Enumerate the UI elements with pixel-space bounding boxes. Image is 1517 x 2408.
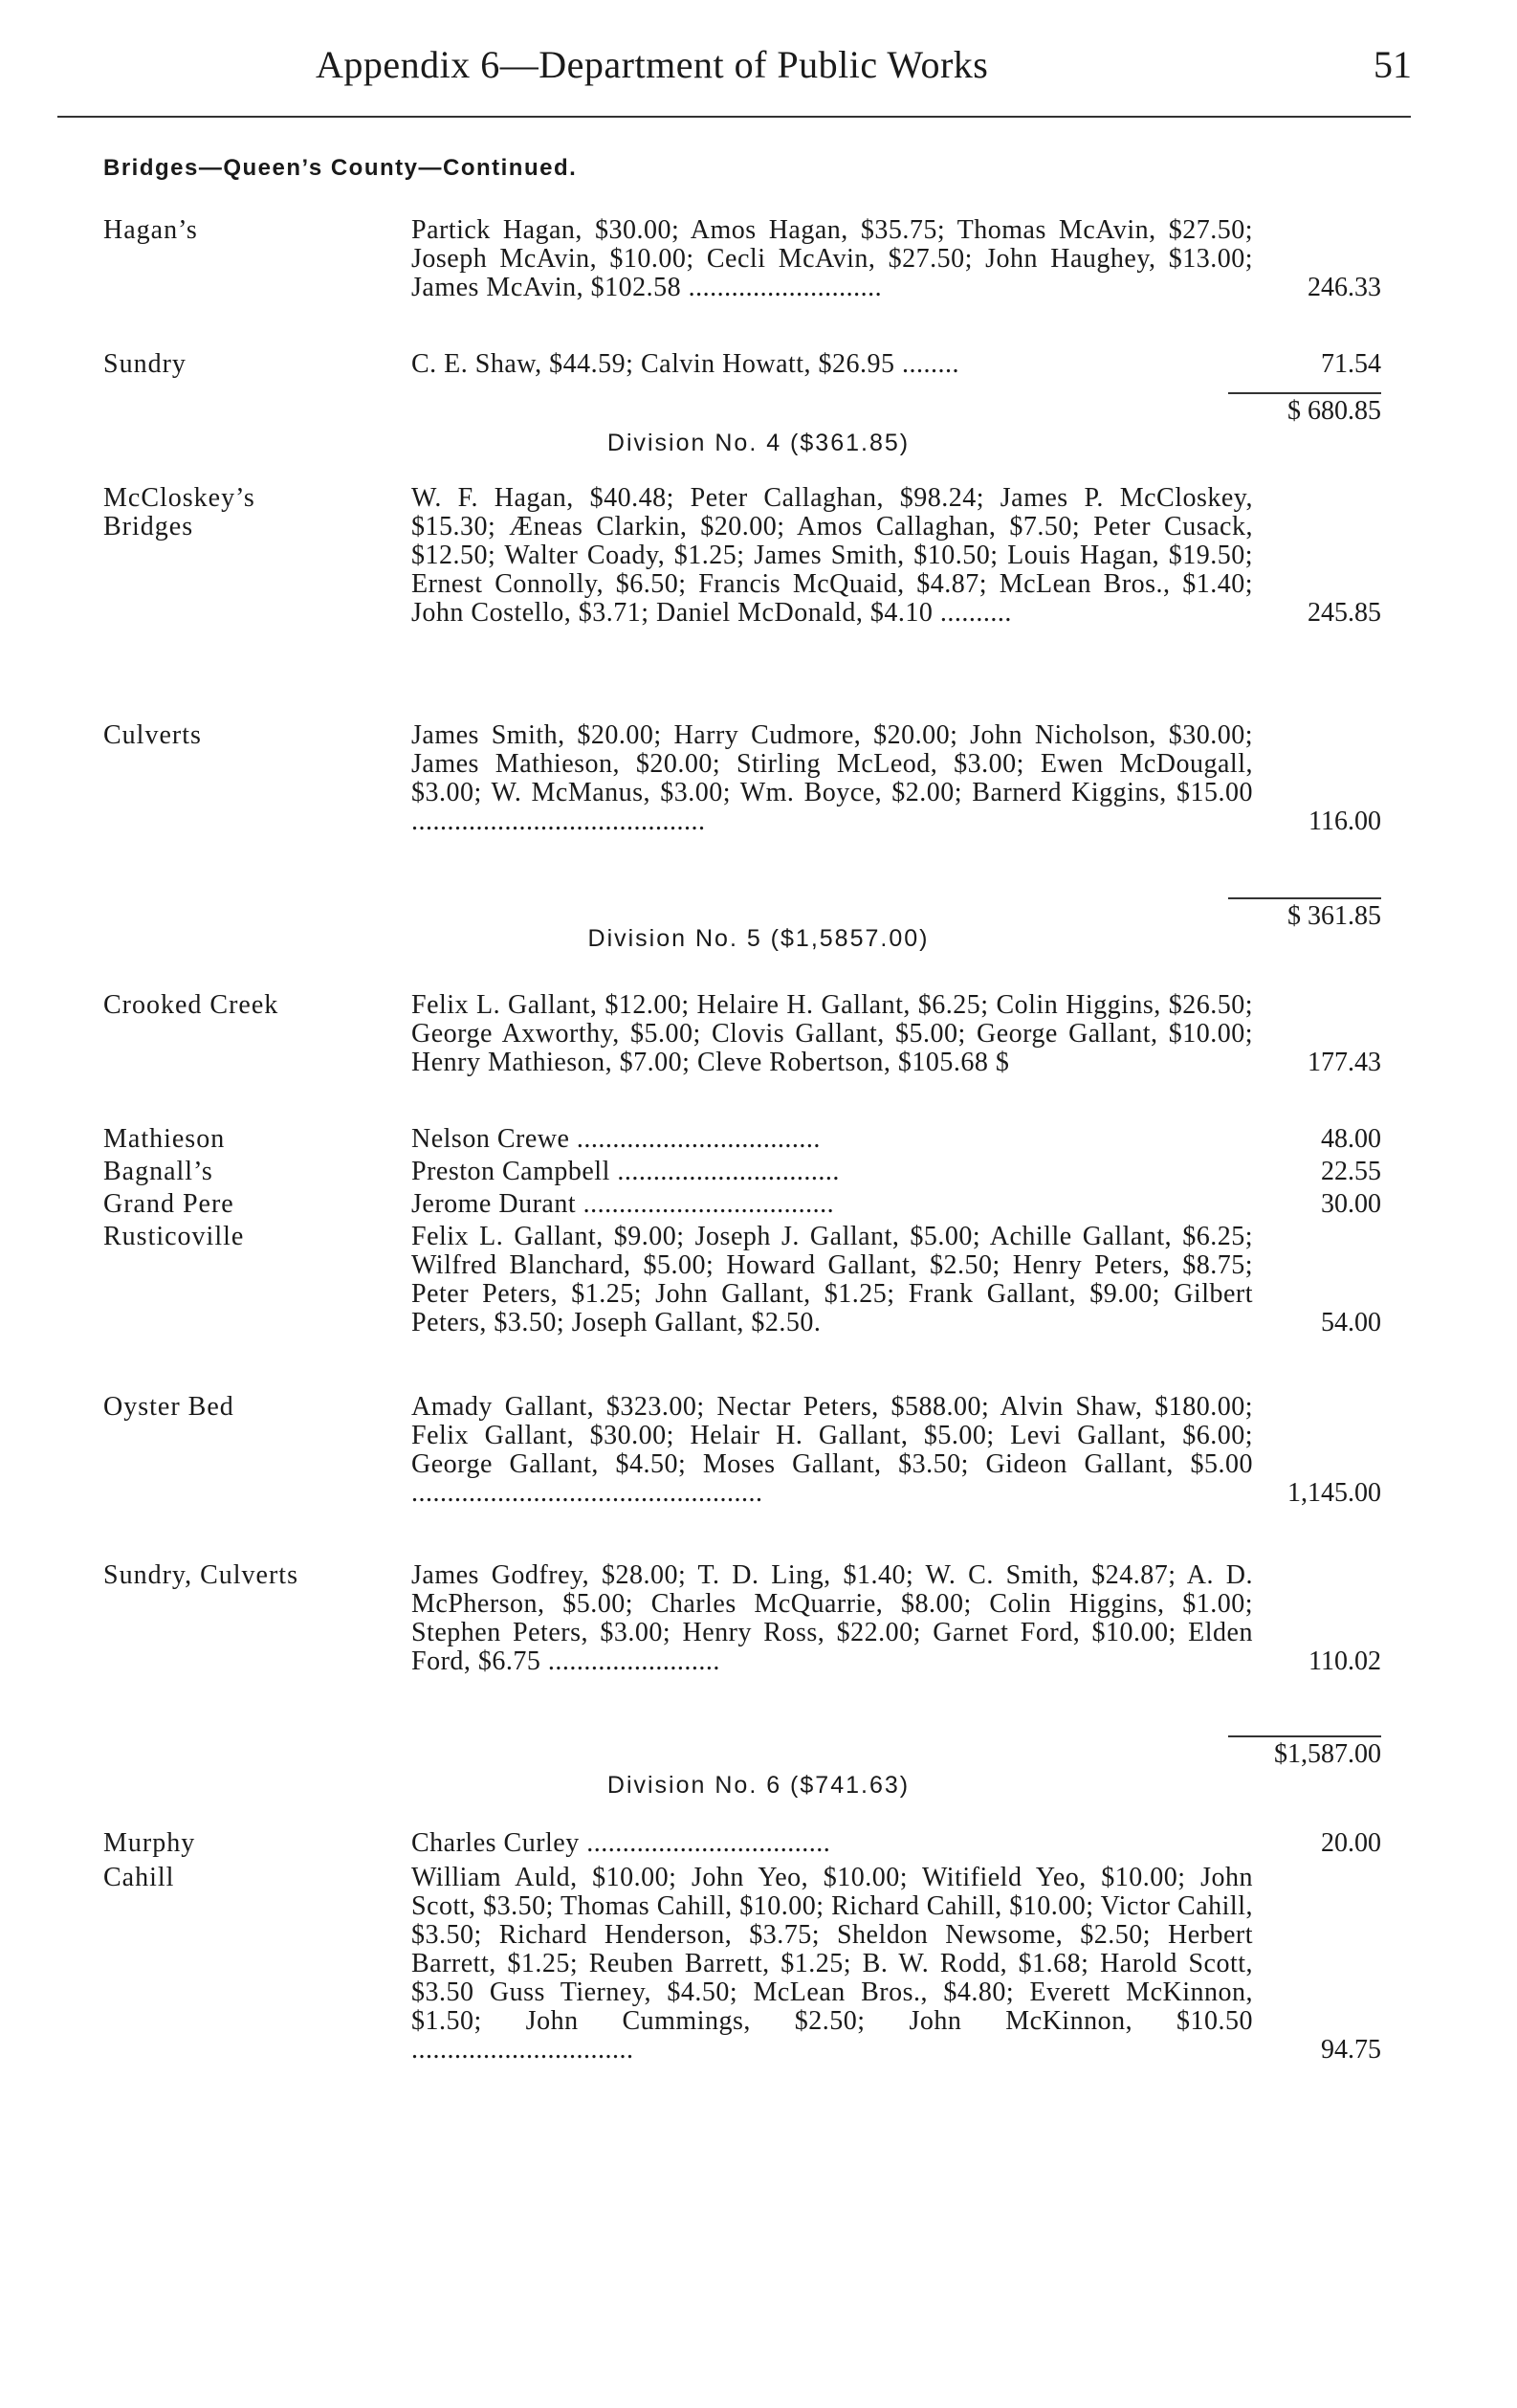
subtotal-div3: $ 680.85 [1228,392,1381,427]
division-4-heading: Division No. 4 ($361.85) [606,430,911,456]
entry-text: Preston Campbell ............................... [411,1157,840,1186]
entry-text: James Smith, $20.00; Harry Cudmore, $20.00; John Nicholson, $30.00; James Mathieson, $20.00; Stirling McLeod, $3.00; Ewen McDougall, $3.00; W. McManus, $3.00; Wm. Boyce, $2.00; Barnerd Kiggins, $15.00 ......................................... [411,720,1253,836]
entry-amount: 20.00 [1321,1828,1381,1858]
entry-label: Bagnall’s [103,1157,213,1186]
entry-crooked-creek [0,991,1517,1077]
entry-grand-pere [0,1190,1517,1219]
entry-amount: 1,145.00 [1287,1478,1381,1508]
entry-label: McCloskey’s Bridges [103,483,255,541]
entry-amount: 22.55 [1321,1157,1381,1186]
entry-text: Jerome Durant ................................... [411,1189,835,1219]
entry-sundry [0,350,1517,379]
entry-text: William Auld, $10.00; John Yeo, $10.00; Witifield Yeo, $10.00; John Scott, $3.50; Thomas Cahill, $10.00; Richard Cahill, $10.00; Victor Cahill, $3.50; Richard Henderson, $3.75; Sheldon Newsome, $2.50; Herbert Barrett, $1.25; Reuben Barrett, $1.25; B. W. Rodd, $1.68; Harold Scott, $3.50 Guss Tierney, $4.50; McLean Bros., $4.80; Everett McKinnon, $1.50; John Cummings, $2.50; John McKinnon, $10.50 ............................... [411,1863,1253,2065]
entry-text: Felix L. Gallant, $12.00; Helaire H. Gallant, $6.25; Colin Higgins, $26.50; George Axworthy, $5.00; Clovis Gallant, $5.00; George Gallant, $10.00; Henry Mathieson, $7.00; Cleve Robertson, $105.68 $ [411,990,1253,1077]
entry-label: Sundry, Culverts [103,1560,298,1590]
page-number: 51 [1374,43,1412,86]
entry-label: Culverts [103,720,202,750]
entry-sundry-culverts [0,1561,1517,1676]
subtotal-div5: $1,587.00 [1228,1735,1381,1770]
entry-rusticoville [0,1223,1517,1337]
section-title: Bridges—Queen’s County—Continued. [103,155,578,181]
entry-text: Nelson Crewe .................................. [411,1124,821,1154]
entry-amount: 177.43 [1308,1048,1381,1077]
entry-mathieson [0,1125,1517,1154]
entry-label: Mathieson [103,1124,226,1154]
running-header-title: Appendix 6—Department of Public Works [316,43,989,86]
entry-amount: 110.02 [1308,1646,1381,1676]
entry-amount: 94.75 [1321,2035,1381,2065]
division-6-heading: Division No. 6 ($741.63) [606,1772,911,1799]
entry-label: Oyster Bed [103,1392,234,1422]
entry-murphy [0,1829,1517,1858]
entry-amount: 71.54 [1321,349,1381,379]
entry-label: Cahill [103,1863,175,1892]
entry-amount: 116.00 [1308,806,1381,836]
header-rule [57,116,1411,118]
entry-label: Grand Pere [103,1189,234,1219]
entry-label: Hagan’s [103,215,198,245]
entry-text: Felix L. Gallant, $9.00; Joseph J. Gallant, $5.00; Achille Gallant, $6.25; Wilfred Blanchard, $5.00; Howard Gallant, $2.50; Henry Peters, $8.75; Peter Peters, $1.25; John Gallant, $1.25; Frank Gallant, $9.00; Gilbert Peters, $3.50; Joseph Gallant, $2.50. [411,1222,1253,1337]
entry-label: Rusticoville [103,1222,245,1251]
entry-culverts [0,721,1517,836]
entry-amount: 54.00 [1321,1308,1381,1337]
entry-label: Murphy [103,1828,196,1858]
entry-cahill [0,1864,1517,2065]
entry-amount: 246.33 [1308,273,1381,302]
entry-amount: 30.00 [1321,1189,1381,1219]
entry-bagnalls [0,1158,1517,1186]
entry-oyster-bed [0,1393,1517,1508]
entry-text: Partick Hagan, $30.00; Amos Hagan, $35.75; Thomas McAvin, $27.50; Joseph McAvin, $10.00; Cecli McAvin, $27.50; John Haughey, $13.00; James McAvin, $102.58 ........................... [411,215,1253,302]
entry-label: Sundry [103,349,187,379]
entry-hagans [0,216,1517,302]
entry-mccloskeys-bridges [0,484,1517,628]
entry-amount: 48.00 [1321,1124,1381,1154]
entry-text: James Godfrey, $28.00; T. D. Ling, $1.40; W. C. Smith, $24.87; A. D. McPherson, $5.00; Charles McQuarrie, $8.00; Colin Higgins, $1.00; Stephen Peters, $3.00; Henry Ross, $22.00; Garnet Ford, $10.00; Elden Ford, $6.75 ........................ [411,1560,1253,1676]
subtotal-div4: $ 361.85 [1228,897,1381,932]
entry-text: C. E. Shaw, $44.59; Calvin Howatt, $26.95 ........ [411,349,960,379]
entry-amount: 245.85 [1308,598,1381,628]
division-5-heading: Division No. 5 ($1,5857.00) [587,925,930,952]
entry-label: Crooked Creek [103,990,279,1020]
entry-text: Amady Gallant, $323.00; Nectar Peters, $588.00; Alvin Shaw, $180.00; Felix Gallant, $30.00; Helair H. Gallant, $5.00; Levi Gallant, $6.00; George Gallant, $4.50; Moses Gallant, $3.50; Gideon Gallant, $5.00 ................................................. [411,1392,1253,1508]
entry-text: W. F. Hagan, $40.48; Peter Callaghan, $98.24; James P. McCloskey, $15.30; Æneas Clarkin, $20.00; Amos Callaghan, $7.50; Peter Cusack, $12.50; Walter Coady, $1.25; James Smith, $10.50; Louis Hagan, $19.50; Ernest Connolly, $6.50; Francis McQuaid, $4.87; McLean Bros., $1.40; John Costello, $3.71; Daniel McDonald, $4.10 .......... [411,483,1253,628]
entry-text: Charles Curley .................................. [411,1828,831,1858]
